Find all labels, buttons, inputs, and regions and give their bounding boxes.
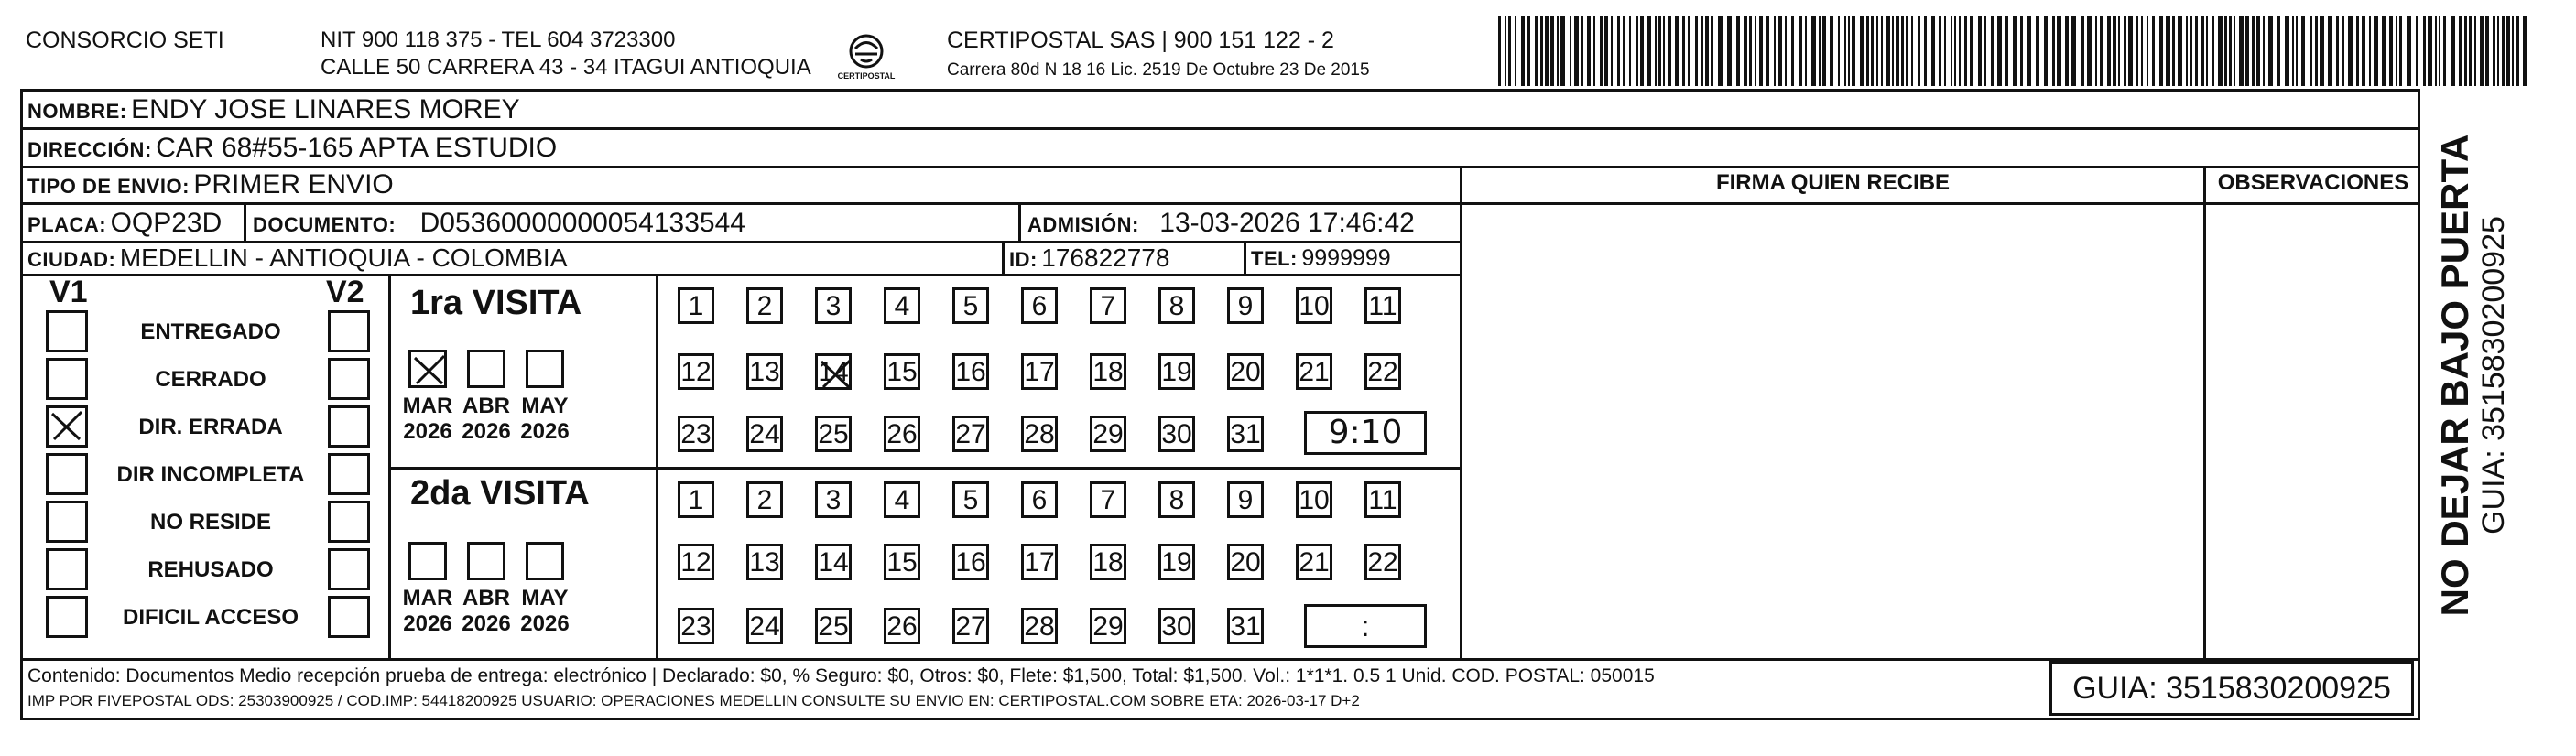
v2-checkbox[interactable]: [328, 405, 370, 448]
day-box[interactable]: 5: [952, 287, 989, 324]
v1-checkbox[interactable]: [46, 405, 88, 448]
v1-checkbox[interactable]: [46, 548, 88, 590]
admision-label: ADMISIÓN:: [1027, 213, 1139, 236]
visit2-time: :: [1361, 610, 1370, 643]
visit1-time: 9:10: [1328, 414, 1403, 451]
footer-guia: GUIA: 3515830200925: [2072, 671, 2391, 706]
tipo-envio-value: PRIMER ENVIO: [193, 169, 394, 200]
month-label: MAY: [521, 586, 569, 610]
nombre-label: NOMBRE:: [27, 100, 127, 123]
day-box[interactable]: 5: [952, 481, 989, 518]
v2-checkbox[interactable]: [328, 501, 370, 543]
day-box[interactable]: 6: [1021, 287, 1058, 324]
v2-checkbox[interactable]: [328, 548, 370, 590]
day-box[interactable]: 11: [1364, 287, 1401, 324]
check-mark-icon: [818, 356, 854, 393]
month-label: MAY: [521, 394, 569, 418]
day-box[interactable]: 2: [746, 481, 783, 518]
year-label: 2026: [403, 611, 452, 636]
year-label: 2026: [520, 419, 570, 444]
id-label: ID:: [1009, 248, 1038, 271]
day-box[interactable]: 28: [1021, 416, 1058, 452]
day-box[interactable]: 9: [1227, 287, 1264, 324]
day-box[interactable]: 25: [815, 416, 852, 452]
status-option-label: DIR. ERRADA: [138, 415, 283, 439]
day-box[interactable]: 16: [952, 353, 989, 390]
day-box[interactable]: 28: [1021, 608, 1058, 644]
tel-label: TEL:: [1251, 247, 1298, 270]
id-value: 176822778: [1041, 243, 1170, 272]
day-box[interactable]: 20: [1227, 544, 1264, 580]
address-line: CALLE 50 CARRERA 43 - 34 ITAGUI ANTIOQUIA: [321, 55, 811, 80]
v1-checkbox[interactable]: [46, 453, 88, 495]
day-box[interactable]: 1: [678, 481, 714, 518]
logo-text: CERTIPOSTAL: [837, 71, 896, 81]
day-box[interactable]: 26: [884, 608, 920, 644]
day-box[interactable]: 22: [1364, 353, 1401, 390]
observaciones-header: OBSERVACIONES: [2217, 170, 2409, 195]
footer-contenido: Contenido: Documentos Medio recepción prueba de entrega: electrónico | Declarado: $0, % Seguro: $0, Otros: $0, Flete: $1,500, Total: $1,500. Vol.: 1*1*1. 0.5 1 Unid. COD. POSTAL: 050015: [27, 665, 1655, 686]
documento-value: D05360000000054133544: [419, 208, 745, 238]
v2-checkbox[interactable]: [328, 453, 370, 495]
month-checkbox[interactable]: [467, 542, 505, 580]
tel-value: 9999999: [1301, 245, 1391, 271]
day-box[interactable]: 23: [678, 608, 714, 644]
footer-imp: IMP POR FIVEPOSTAL ODS: 25303900925 / COD.IMP: 54418200925 USUARIO: OPERACIONES MEDELLIN CONSULTE SU ENVIO EN: CERTIPOSTAL.COM SOBRE ETA: 2026-03-17 D+2: [27, 692, 1360, 709]
month-checkbox[interactable]: [408, 542, 447, 580]
day-box[interactable]: 14: [815, 353, 852, 390]
ciudad-field: [27, 243, 567, 273]
day-box[interactable]: 10: [1296, 287, 1332, 324]
placa-label: PLACA:: [27, 213, 107, 236]
day-box[interactable]: 1: [678, 287, 714, 324]
day-box[interactable]: 9: [1227, 481, 1264, 518]
v1-header: V1: [49, 275, 88, 309]
month-label: ABR: [462, 586, 510, 610]
day-box[interactable]: 27: [952, 416, 989, 452]
month-checkbox[interactable]: [526, 542, 564, 580]
check-mark-icon: [411, 352, 448, 389]
direccion-value: CAR 68#55-165 APTA ESTUDIO: [156, 133, 558, 163]
placa-field: [27, 208, 222, 239]
day-box[interactable]: 29: [1090, 608, 1126, 644]
day-box[interactable]: 22: [1364, 544, 1401, 580]
v1-checkbox[interactable]: [46, 310, 88, 352]
status-option-label: CERRADO: [155, 367, 266, 392]
month-label: MAR: [402, 394, 453, 418]
day-box[interactable]: 17: [1021, 544, 1058, 580]
visit1-title: 1ra VISITA: [410, 284, 582, 322]
day-box[interactable]: 4: [884, 287, 920, 324]
day-box[interactable]: 2: [746, 287, 783, 324]
visit2-title: 2da VISITA: [410, 474, 590, 513]
year-label: 2026: [403, 419, 452, 444]
day-box[interactable]: 7: [1090, 287, 1126, 324]
day-box[interactable]: 30: [1158, 416, 1195, 452]
day-box[interactable]: 15: [884, 353, 920, 390]
nombre-value: ENDY JOSE LINARES MOREY: [131, 94, 520, 124]
day-box[interactable]: 13: [746, 353, 783, 390]
admision-value: 13-03-2026 17:46:42: [1159, 208, 1415, 238]
day-box[interactable]: 21: [1296, 353, 1332, 390]
month-checkbox[interactable]: [408, 350, 447, 388]
admision-field: [1027, 208, 1415, 239]
status-option-label: ENTREGADO: [140, 319, 281, 344]
v1-checkbox[interactable]: [46, 596, 88, 638]
month-label: MAR: [402, 586, 453, 610]
day-box[interactable]: 19: [1158, 544, 1195, 580]
tipo-envio-label: TIPO DE ENVIO:: [27, 175, 190, 198]
day-box[interactable]: 20: [1227, 353, 1264, 390]
day-box[interactable]: 4: [884, 481, 920, 518]
day-box[interactable]: 13: [746, 544, 783, 580]
year-label: 2026: [520, 611, 570, 636]
day-box[interactable]: 21: [1296, 544, 1332, 580]
ciudad-value: MEDELLIN - ANTIOQUIA - COLOMBIA: [119, 243, 568, 272]
visit1-time-box[interactable]: [1304, 411, 1427, 455]
documento-field: [253, 208, 745, 239]
month-checkbox[interactable]: [467, 350, 505, 388]
day-box[interactable]: 11: [1364, 481, 1401, 518]
day-box[interactable]: 15: [884, 544, 920, 580]
side-warning: NO DEJAR BAJO PUERTA: [2433, 134, 2476, 617]
day-box[interactable]: 12: [678, 544, 714, 580]
day-box[interactable]: 12: [678, 353, 714, 390]
day-box[interactable]: 26: [884, 416, 920, 452]
day-box[interactable]: 7: [1090, 481, 1126, 518]
barcode: [1498, 16, 2533, 86]
year-label: 2026: [462, 419, 511, 444]
nombre-field: [27, 94, 520, 125]
nit-line: NIT 900 118 375 - TEL 604 3723300: [321, 27, 676, 52]
company-name: CONSORCIO SETI: [26, 27, 224, 53]
day-box[interactable]: 29: [1090, 416, 1126, 452]
day-box[interactable]: 18: [1090, 353, 1126, 390]
month-label: ABR: [462, 394, 510, 418]
tipo-envio-field: [27, 169, 394, 200]
day-box[interactable]: 3: [815, 481, 852, 518]
visit2-time-box[interactable]: [1304, 604, 1427, 648]
day-box[interactable]: 17: [1021, 353, 1058, 390]
v2-checkbox[interactable]: [328, 310, 370, 352]
status-option-label: DIR INCOMPLETA: [116, 462, 305, 487]
firma-header: FIRMA QUIEN RECIBE: [1715, 170, 1951, 195]
placa-value: OQP23D: [110, 208, 223, 238]
day-box[interactable]: 31: [1227, 608, 1264, 644]
day-box[interactable]: 18: [1090, 544, 1126, 580]
month-checkbox[interactable]: [526, 350, 564, 388]
footer-guia-box: [2049, 661, 2414, 716]
license-line: Carrera 80d N 18 16 Lic. 2519 De Octubre 23 De 2015: [947, 60, 1370, 80]
tel-field: [1251, 245, 1391, 272]
carrier-line: CERTIPOSTAL SAS | 900 151 122 - 2: [947, 27, 1334, 53]
documento-label: DOCUMENTO:: [253, 213, 397, 236]
day-box[interactable]: 10: [1296, 481, 1332, 518]
direccion-label: DIRECCIÓN:: [27, 138, 152, 161]
status-option-label: NO RESIDE: [149, 510, 272, 535]
day-box[interactable]: 8: [1158, 481, 1195, 518]
year-label: 2026: [462, 611, 511, 636]
v1-checkbox[interactable]: [46, 501, 88, 543]
day-box[interactable]: 8: [1158, 287, 1195, 324]
side-guia: GUIA: 3515830200925: [2476, 216, 2511, 535]
day-box[interactable]: 19: [1158, 353, 1195, 390]
v2-header: V2: [326, 275, 364, 309]
ciudad-label: CIUDAD:: [27, 248, 116, 271]
day-box[interactable]: 27: [952, 608, 989, 644]
v2-checkbox[interactable]: [328, 358, 370, 400]
day-box[interactable]: 16: [952, 544, 989, 580]
day-box[interactable]: 3: [815, 287, 852, 324]
day-box[interactable]: 24: [746, 416, 783, 452]
v1-checkbox[interactable]: [46, 358, 88, 400]
day-box[interactable]: 14: [815, 544, 852, 580]
status-option-label: REHUSADO: [147, 557, 274, 582]
id-field: [1009, 243, 1169, 273]
v2-checkbox[interactable]: [328, 596, 370, 638]
check-mark-icon: [49, 408, 85, 445]
status-option-label: DIFICIL ACCESO: [122, 605, 299, 630]
side-text: [2427, 119, 2518, 632]
certipostal-logo: [830, 33, 903, 84]
day-box[interactable]: 6: [1021, 481, 1058, 518]
day-box[interactable]: 30: [1158, 608, 1195, 644]
day-box[interactable]: 24: [746, 608, 783, 644]
day-box[interactable]: 23: [678, 416, 714, 452]
direccion-field: [27, 133, 557, 164]
day-box[interactable]: 31: [1227, 416, 1264, 452]
day-box[interactable]: 25: [815, 608, 852, 644]
